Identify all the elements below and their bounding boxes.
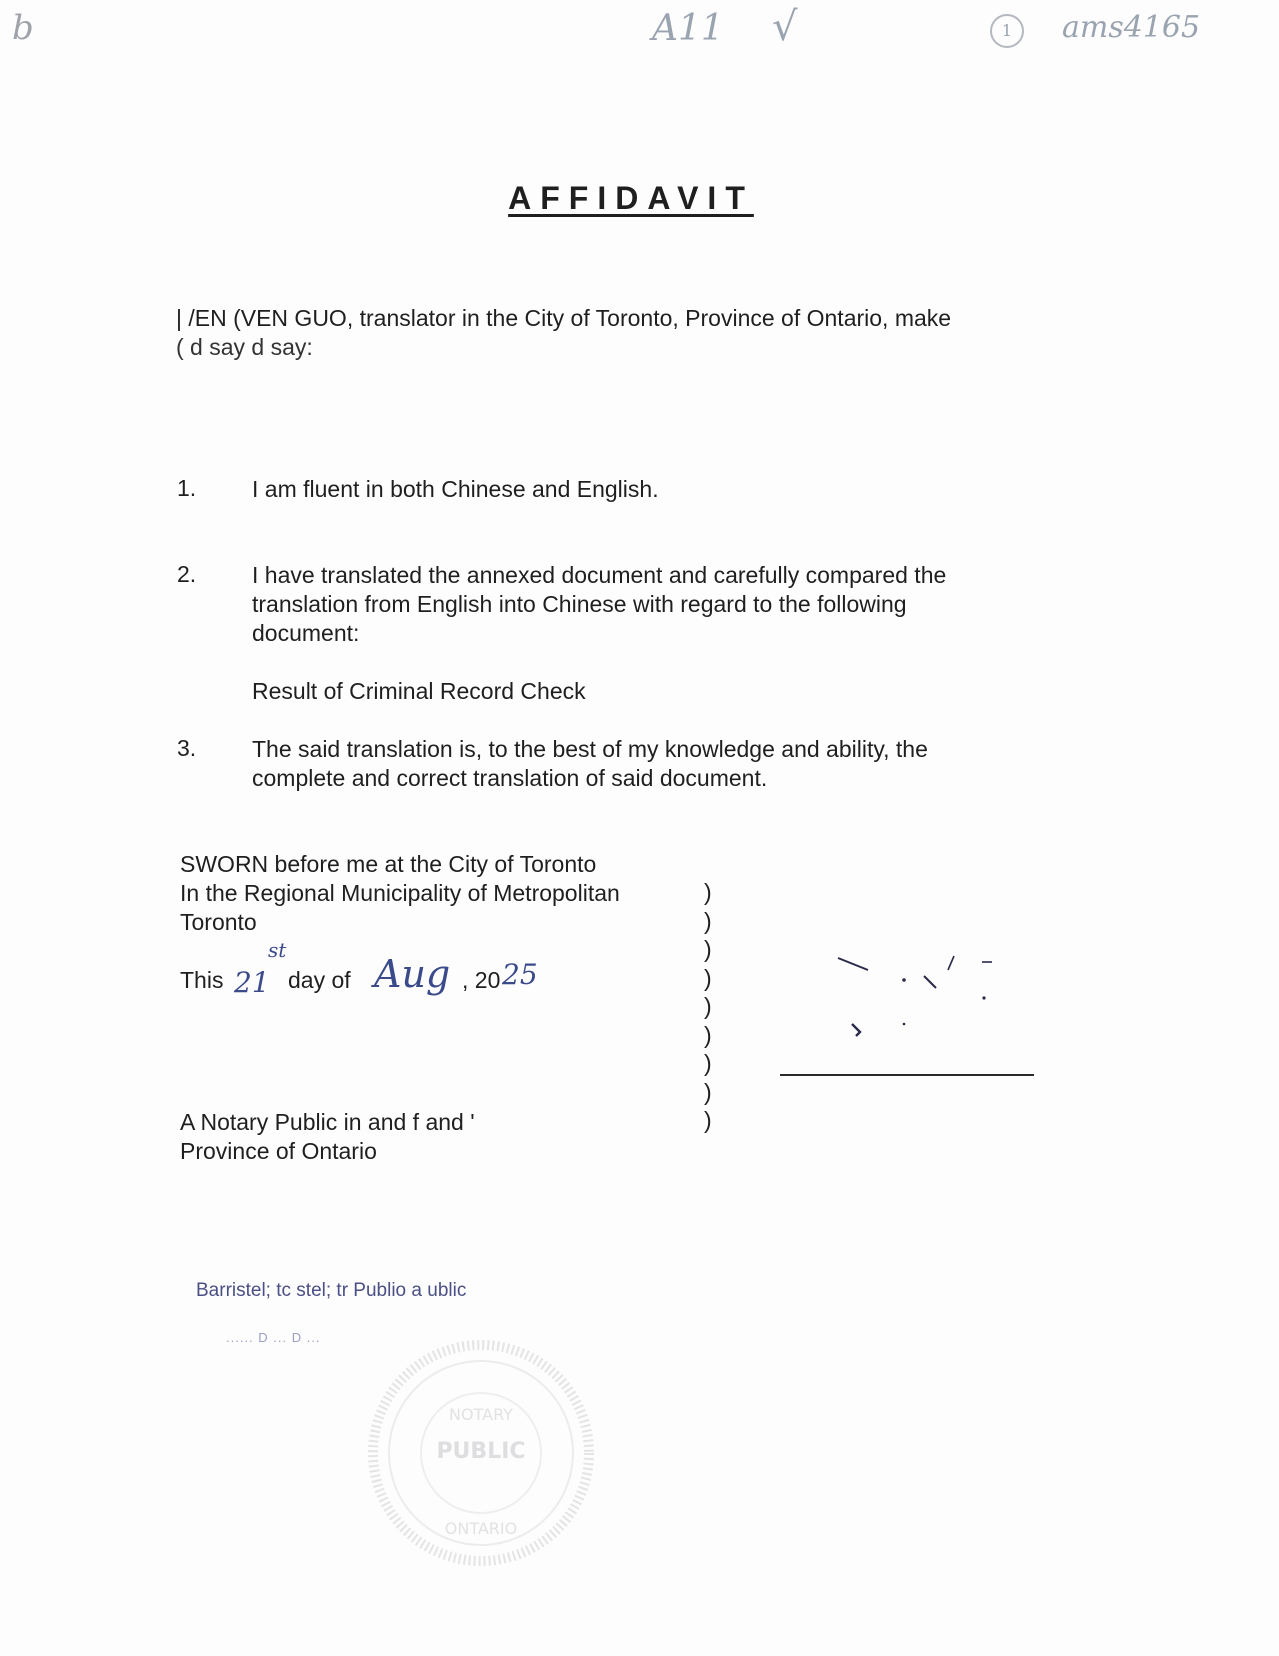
this-label: This [180,967,224,993]
notary-block [180,1108,475,1166]
document-title [0,180,1262,217]
year-prefix: , 20 [462,967,501,993]
seal-text-bottom: ONTARIO [444,1519,518,1538]
item-2-text [252,561,946,648]
notary-stamp-line-2: ...... D ... D ... [226,1330,321,1345]
handwritten-month: Aug [374,952,451,996]
item-3-line-2: complete and correct translation of said document. [252,765,768,791]
seal-text-top: NOTARY [449,1405,513,1424]
notary-stamp-line-1: Barristel; tc stel; tr Publio a ublic [196,1280,467,1301]
paren: ) [704,964,712,991]
intro-line-1: | /EN (VEN GUO, translator in the City of Toronto, Province of Ontario, make [176,305,952,331]
item-3-line-1: The said translation is, to the best of my knowledge and ability, the [252,736,928,762]
sworn-block [180,850,620,937]
sworn-line-3: Toronto [180,909,257,935]
paren: ) [704,907,712,934]
item-2-line-2: translation from English into Chinese with regard to the following [252,591,907,617]
item-3-number: 3. [177,735,197,761]
paren: ) [704,1050,712,1076]
paren: ) [704,1021,712,1048]
notary-seal-emboss [356,1338,606,1568]
item-1-text: I am fluent in both Chinese and English. [252,476,659,502]
seal-text-middle: PUBLIC [436,1439,526,1464]
handwritten-check-mark: √ [772,4,798,50]
handwritten-reference: ams4165 [1062,10,1201,45]
intro-line-2: ( d say d say: [176,334,313,360]
notary-line-2: Province of Ontario [180,1138,377,1164]
handwritten-year: 25 [502,958,538,991]
parentheses-column [704,878,718,1135]
handwritten-day: 21 [234,966,270,999]
translated-document-name: Result of Criminal Record Check [252,678,586,704]
paren: ) [704,1107,712,1133]
handwritten-corner-letter: b [12,8,34,48]
item-2-number: 2. [177,561,197,587]
signature-marks [826,946,1026,1046]
day-of-label: day of [288,967,351,993]
sworn-line-1: SWORN before me at the City of Toronto [180,851,597,877]
paren: ) [704,879,712,905]
handwritten-circled-number: 1 [990,14,1024,48]
paren: ) [704,1078,712,1105]
handwritten-day-suffix: st [268,938,287,962]
notary-line-1: A Notary Public in and f and ' [180,1109,475,1135]
paren: ) [704,936,712,962]
item-2-line-1: I have translated the annexed document and carefully compared the [252,562,947,588]
handwritten-initials: A11 [652,8,724,49]
item-1-number: 1. [177,475,197,501]
item-3-text [252,735,928,793]
document-title-text: AFFIDAVIT [508,180,754,216]
sworn-line-2: In the Regional Municipality of Metropolitan [180,880,620,906]
signature-line [780,1074,1034,1076]
item-2-line-3: document: [252,620,360,646]
paren: ) [704,993,712,1019]
